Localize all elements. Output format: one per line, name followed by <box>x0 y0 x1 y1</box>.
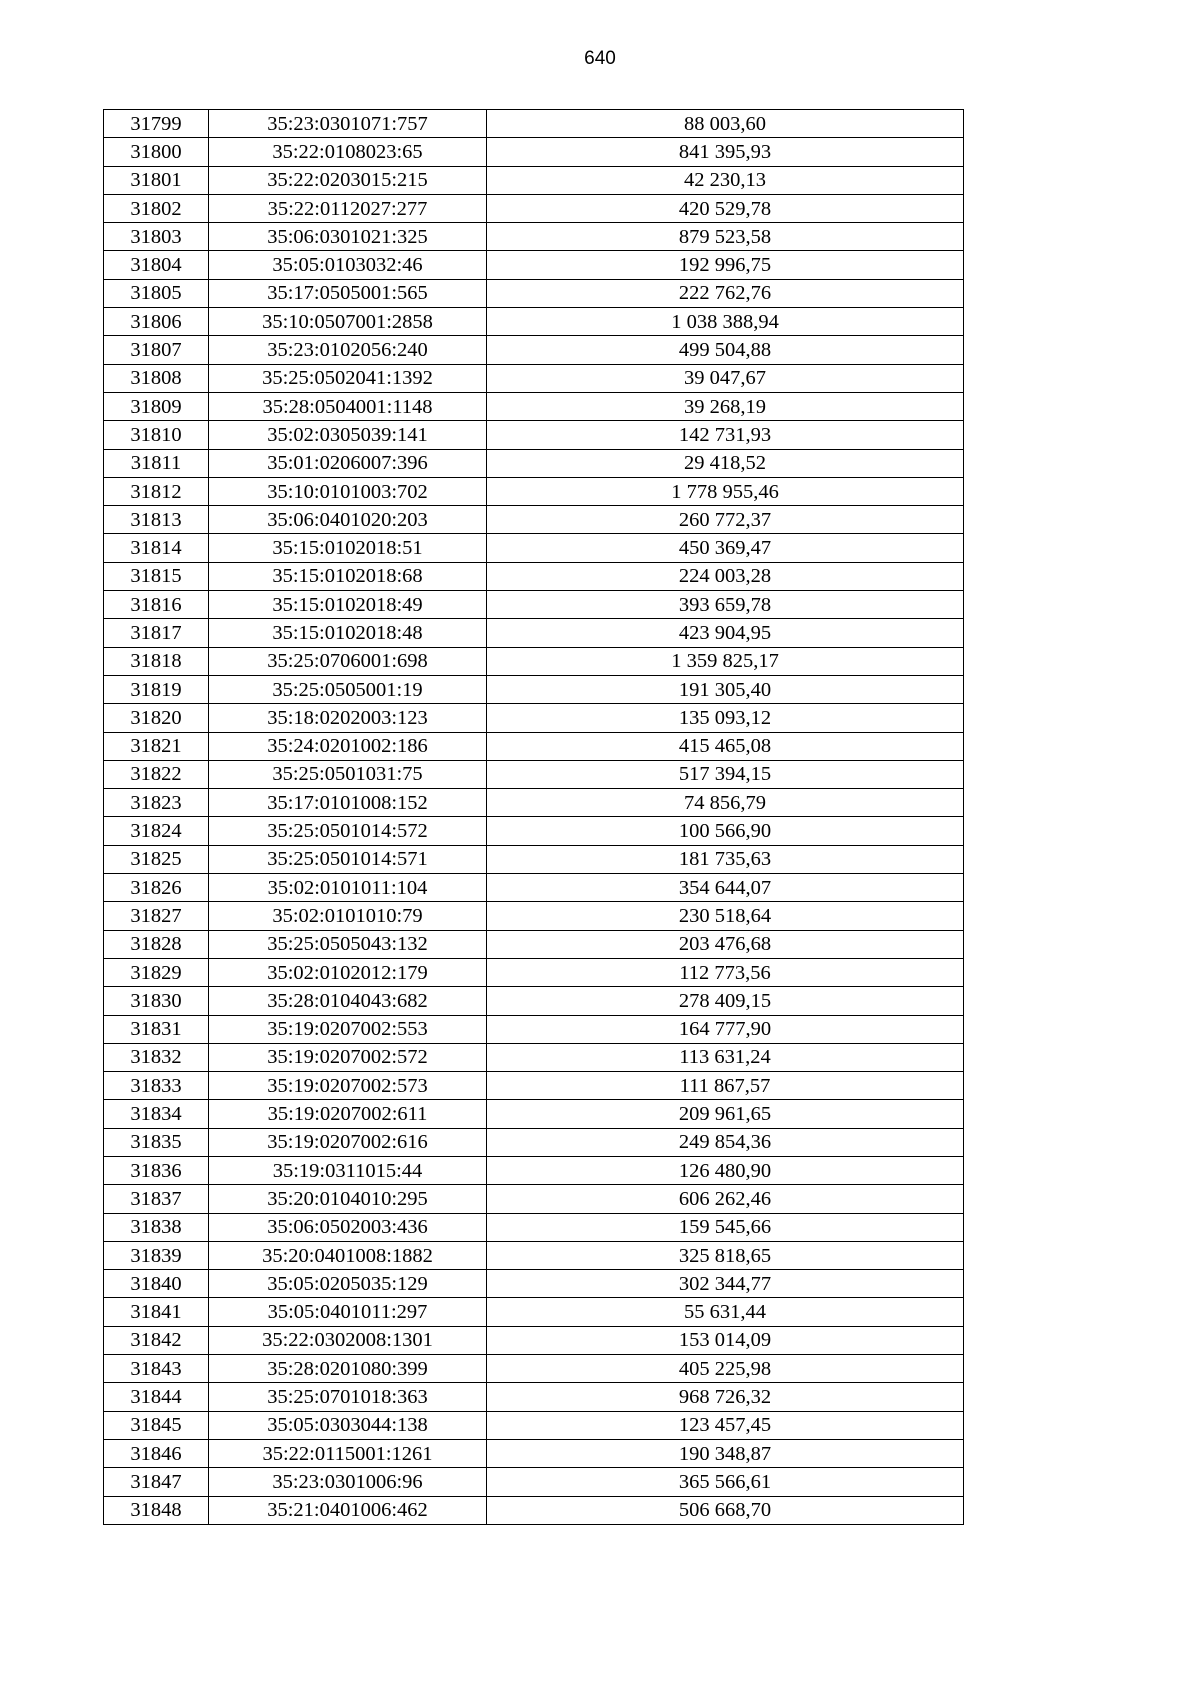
row-number-cell: 31837 <box>104 1185 209 1213</box>
table-row <box>104 902 964 930</box>
row-number-cell: 31846 <box>104 1439 209 1467</box>
table-row <box>104 1439 964 1467</box>
cadastral-number-cell: 35:22:0115001:1261 <box>209 1439 487 1467</box>
table-row <box>104 591 964 619</box>
cadastral-number-cell: 35:23:0301006:96 <box>209 1468 487 1496</box>
cadastral-value-cell: 111 867,57 <box>487 1072 964 1100</box>
cadastral-value-cell: 278 409,15 <box>487 987 964 1015</box>
cadastral-number-cell: 35:21:0401006:462 <box>209 1496 487 1524</box>
cadastral-value-cell: 74 856,79 <box>487 789 964 817</box>
cadastral-value-cell: 1 359 825,17 <box>487 647 964 675</box>
table-row <box>104 364 964 392</box>
row-number-cell: 31819 <box>104 675 209 703</box>
table-row <box>104 874 964 902</box>
row-number-cell: 31799 <box>104 110 209 138</box>
cadastral-value-cell: 423 904,95 <box>487 619 964 647</box>
row-number-cell: 31838 <box>104 1213 209 1241</box>
table-row <box>104 251 964 279</box>
table-row <box>104 308 964 336</box>
row-number-cell: 31833 <box>104 1072 209 1100</box>
cadastral-value-cell: 100 566,90 <box>487 817 964 845</box>
cadastral-number-cell: 35:17:0505001:565 <box>209 279 487 307</box>
cadastral-number-cell: 35:10:0101003:702 <box>209 477 487 505</box>
row-number-cell: 31826 <box>104 874 209 902</box>
table-row <box>104 1128 964 1156</box>
table-row <box>104 1100 964 1128</box>
cadastral-value-cell: 135 093,12 <box>487 704 964 732</box>
cadastral-number-cell: 35:20:0401008:1882 <box>209 1241 487 1269</box>
row-number-cell: 31827 <box>104 902 209 930</box>
table-row <box>104 166 964 194</box>
cadastral-number-cell: 35:19:0207002:572 <box>209 1043 487 1071</box>
cadastral-value-cell: 260 772,37 <box>487 506 964 534</box>
cadastral-value-cell: 517 394,15 <box>487 760 964 788</box>
row-number-cell: 31817 <box>104 619 209 647</box>
cadastral-value-cell: 365 566,61 <box>487 1468 964 1496</box>
cadastral-number-cell: 35:25:0501014:572 <box>209 817 487 845</box>
table-row <box>104 279 964 307</box>
cadastral-number-cell: 35:22:0108023:65 <box>209 138 487 166</box>
row-number-cell: 31805 <box>104 279 209 307</box>
row-number-cell: 31824 <box>104 817 209 845</box>
table-row <box>104 704 964 732</box>
table-row <box>104 789 964 817</box>
cadastral-number-cell: 35:19:0207002:573 <box>209 1072 487 1100</box>
cadastral-number-cell: 35:28:0201080:399 <box>209 1355 487 1383</box>
row-number-cell: 31836 <box>104 1156 209 1184</box>
cadastral-value-cell: 142 731,93 <box>487 421 964 449</box>
row-number-cell: 31831 <box>104 1015 209 1043</box>
row-number-cell: 31830 <box>104 987 209 1015</box>
table-row <box>104 1270 964 1298</box>
cadastral-number-cell: 35:10:0507001:2858 <box>209 308 487 336</box>
table-row <box>104 930 964 958</box>
row-number-cell: 31841 <box>104 1298 209 1326</box>
cadastral-number-cell: 35:17:0101008:152 <box>209 789 487 817</box>
table-row <box>104 1185 964 1213</box>
table-row <box>104 1043 964 1071</box>
cadastral-value-cell: 55 631,44 <box>487 1298 964 1326</box>
row-number-cell: 31814 <box>104 534 209 562</box>
cadastral-value-cell: 354 644,07 <box>487 874 964 902</box>
row-number-cell: 31807 <box>104 336 209 364</box>
row-number-cell: 31810 <box>104 421 209 449</box>
table-row <box>104 760 964 788</box>
table-row <box>104 1383 964 1411</box>
cadastral-number-cell: 35:19:0207002:553 <box>209 1015 487 1043</box>
cadastral-number-cell: 35:19:0207002:611 <box>209 1100 487 1128</box>
cadastral-number-cell: 35:20:0104010:295 <box>209 1185 487 1213</box>
table-row <box>104 987 964 1015</box>
cadastral-value-cell: 159 545,66 <box>487 1213 964 1241</box>
cadastral-value-cell: 42 230,13 <box>487 166 964 194</box>
cadastral-value-cell: 393 659,78 <box>487 591 964 619</box>
cadastral-number-cell: 35:06:0401020:203 <box>209 506 487 534</box>
row-number-cell: 31820 <box>104 704 209 732</box>
cadastral-number-cell: 35:19:0207002:616 <box>209 1128 487 1156</box>
table-row <box>104 506 964 534</box>
cadastral-number-cell: 35:25:0501014:571 <box>209 845 487 873</box>
cadastral-value-cell: 224 003,28 <box>487 562 964 590</box>
table-row <box>104 1298 964 1326</box>
cadastral-value-cell: 203 476,68 <box>487 930 964 958</box>
row-number-cell: 31844 <box>104 1383 209 1411</box>
row-number-cell: 31822 <box>104 760 209 788</box>
row-number-cell: 31802 <box>104 194 209 222</box>
table-row <box>104 194 964 222</box>
cadastral-value-cell: 113 631,24 <box>487 1043 964 1071</box>
table-row <box>104 223 964 251</box>
cadastral-value-cell: 1 778 955,46 <box>487 477 964 505</box>
table-row <box>104 449 964 477</box>
table-row <box>104 1015 964 1043</box>
table-row <box>104 1468 964 1496</box>
row-number-cell: 31812 <box>104 477 209 505</box>
cadastral-value-cell: 39 047,67 <box>487 364 964 392</box>
cadastral-number-cell: 35:05:0205035:129 <box>209 1270 487 1298</box>
cadastral-number-cell: 35:25:0505043:132 <box>209 930 487 958</box>
row-number-cell: 31813 <box>104 506 209 534</box>
cadastral-value-cell: 249 854,36 <box>487 1128 964 1156</box>
table-row <box>104 675 964 703</box>
cadastral-number-cell: 35:25:0502041:1392 <box>209 364 487 392</box>
table-row <box>104 562 964 590</box>
table-row <box>104 1213 964 1241</box>
cadastral-number-cell: 35:15:0102018:48 <box>209 619 487 647</box>
cadastral-number-cell: 35:22:0112027:277 <box>209 194 487 222</box>
cadastral-number-cell: 35:02:0102012:179 <box>209 958 487 986</box>
cadastral-number-cell: 35:02:0305039:141 <box>209 421 487 449</box>
row-number-cell: 31821 <box>104 732 209 760</box>
cadastral-number-cell: 35:22:0203015:215 <box>209 166 487 194</box>
cadastral-value-cell: 420 529,78 <box>487 194 964 222</box>
cadastral-number-cell: 35:25:0505001:19 <box>209 675 487 703</box>
table-row <box>104 1411 964 1439</box>
table-body <box>104 110 964 1525</box>
table-row <box>104 1326 964 1354</box>
cadastral-number-cell: 35:15:0102018:49 <box>209 591 487 619</box>
cadastral-number-cell: 35:28:0504001:1148 <box>209 392 487 420</box>
table-row <box>104 477 964 505</box>
cadastral-number-cell: 35:25:0701018:363 <box>209 1383 487 1411</box>
row-number-cell: 31843 <box>104 1355 209 1383</box>
row-number-cell: 31800 <box>104 138 209 166</box>
table-row <box>104 138 964 166</box>
table-row <box>104 619 964 647</box>
page-number: 640 <box>584 48 616 69</box>
row-number-cell: 31848 <box>104 1496 209 1524</box>
cadastral-value-cell: 415 465,08 <box>487 732 964 760</box>
cadastral-value-cell: 123 457,45 <box>487 1411 964 1439</box>
cadastral-value-cell: 506 668,70 <box>487 1496 964 1524</box>
cadastral-number-cell: 35:23:0102056:240 <box>209 336 487 364</box>
cadastral-number-cell: 35:05:0401011:297 <box>209 1298 487 1326</box>
row-number-cell: 31815 <box>104 562 209 590</box>
table-row <box>104 534 964 562</box>
cadastral-value-cell: 164 777,90 <box>487 1015 964 1043</box>
cadastral-number-cell: 35:25:0706001:698 <box>209 647 487 675</box>
cadastral-value-cell: 879 523,58 <box>487 223 964 251</box>
cadastral-value-table <box>103 109 964 1525</box>
table-row <box>104 732 964 760</box>
cadastral-value-cell: 153 014,09 <box>487 1326 964 1354</box>
row-number-cell: 31804 <box>104 251 209 279</box>
cadastral-value-cell: 499 504,88 <box>487 336 964 364</box>
table-row <box>104 1355 964 1383</box>
cadastral-number-cell: 35:15:0102018:51 <box>209 534 487 562</box>
cadastral-number-cell: 35:18:0202003:123 <box>209 704 487 732</box>
cadastral-value-cell: 190 348,87 <box>487 1439 964 1467</box>
cadastral-value-cell: 209 961,65 <box>487 1100 964 1128</box>
row-number-cell: 31835 <box>104 1128 209 1156</box>
cadastral-value-cell: 405 225,98 <box>487 1355 964 1383</box>
row-number-cell: 31803 <box>104 223 209 251</box>
cadastral-value-cell: 222 762,76 <box>487 279 964 307</box>
cadastral-number-cell: 35:05:0103032:46 <box>209 251 487 279</box>
row-number-cell: 31840 <box>104 1270 209 1298</box>
cadastral-value-cell: 968 726,32 <box>487 1383 964 1411</box>
row-number-cell: 31842 <box>104 1326 209 1354</box>
table-row <box>104 1072 964 1100</box>
table-row <box>104 110 964 138</box>
cadastral-number-cell: 35:15:0102018:68 <box>209 562 487 590</box>
cadastral-value-cell: 606 262,46 <box>487 1185 964 1213</box>
cadastral-number-cell: 35:23:0301071:757 <box>209 110 487 138</box>
row-number-cell: 31801 <box>104 166 209 194</box>
cadastral-value-cell: 302 344,77 <box>487 1270 964 1298</box>
row-number-cell: 31834 <box>104 1100 209 1128</box>
cadastral-value-cell: 112 773,56 <box>487 958 964 986</box>
table-row <box>104 1496 964 1524</box>
cadastral-number-cell: 35:06:0502003:436 <box>209 1213 487 1241</box>
cadastral-number-cell: 35:02:0101010:79 <box>209 902 487 930</box>
row-number-cell: 31825 <box>104 845 209 873</box>
cadastral-value-cell: 1 038 388,94 <box>487 308 964 336</box>
row-number-cell: 31823 <box>104 789 209 817</box>
cadastral-value-cell: 325 818,65 <box>487 1241 964 1269</box>
row-number-cell: 31816 <box>104 591 209 619</box>
row-number-cell: 31845 <box>104 1411 209 1439</box>
row-number-cell: 31818 <box>104 647 209 675</box>
cadastral-number-cell: 35:05:0303044:138 <box>209 1411 487 1439</box>
table-row <box>104 647 964 675</box>
table-row <box>104 1156 964 1184</box>
cadastral-value-cell: 29 418,52 <box>487 449 964 477</box>
cadastral-value-cell: 191 305,40 <box>487 675 964 703</box>
cadastral-number-cell: 35:01:0206007:396 <box>209 449 487 477</box>
cadastral-value-cell: 230 518,64 <box>487 902 964 930</box>
cadastral-value-cell: 450 369,47 <box>487 534 964 562</box>
cadastral-value-cell: 181 735,63 <box>487 845 964 873</box>
cadastral-value-cell: 126 480,90 <box>487 1156 964 1184</box>
row-number-cell: 31809 <box>104 392 209 420</box>
table-row <box>104 392 964 420</box>
cadastral-value-cell: 39 268,19 <box>487 392 964 420</box>
row-number-cell: 31811 <box>104 449 209 477</box>
table-row <box>104 817 964 845</box>
cadastral-number-cell: 35:22:0302008:1301 <box>209 1326 487 1354</box>
cadastral-number-cell: 35:02:0101011:104 <box>209 874 487 902</box>
cadastral-number-cell: 35:06:0301021:325 <box>209 223 487 251</box>
row-number-cell: 31832 <box>104 1043 209 1071</box>
cadastral-number-cell: 35:25:0501031:75 <box>209 760 487 788</box>
row-number-cell: 31806 <box>104 308 209 336</box>
cadastral-value-cell: 88 003,60 <box>487 110 964 138</box>
row-number-cell: 31808 <box>104 364 209 392</box>
row-number-cell: 31829 <box>104 958 209 986</box>
table-row <box>104 845 964 873</box>
cadastral-value-cell: 841 395,93 <box>487 138 964 166</box>
row-number-cell: 31847 <box>104 1468 209 1496</box>
table-row <box>104 1241 964 1269</box>
row-number-cell: 31839 <box>104 1241 209 1269</box>
cadastral-number-cell: 35:28:0104043:682 <box>209 987 487 1015</box>
table-row <box>104 421 964 449</box>
cadastral-value-cell: 192 996,75 <box>487 251 964 279</box>
cadastral-number-cell: 35:19:0311015:44 <box>209 1156 487 1184</box>
table-row <box>104 958 964 986</box>
row-number-cell: 31828 <box>104 930 209 958</box>
cadastral-number-cell: 35:24:0201002:186 <box>209 732 487 760</box>
table-row <box>104 336 964 364</box>
